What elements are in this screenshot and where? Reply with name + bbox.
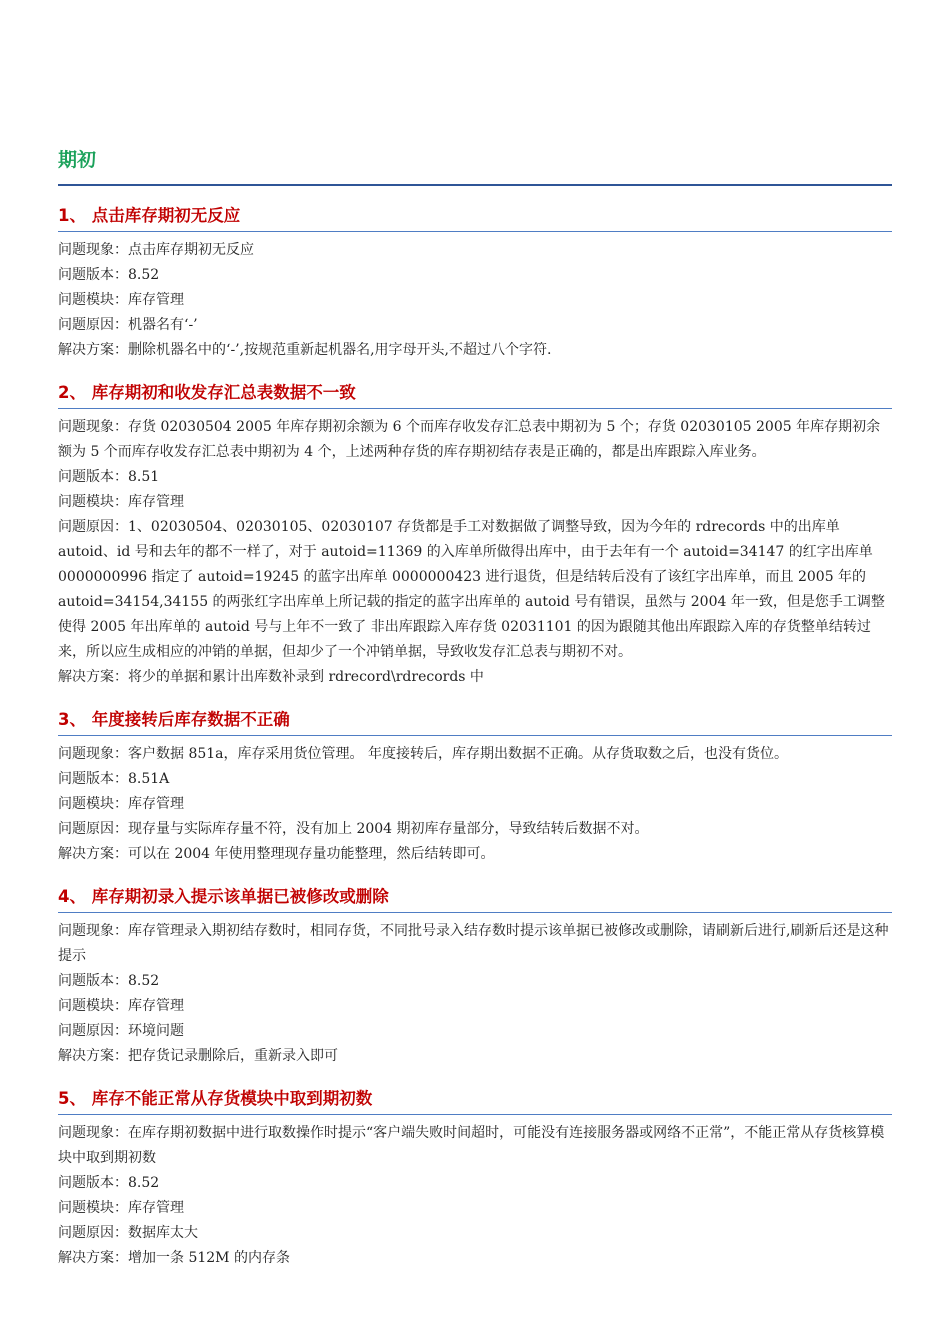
info-line xyxy=(58,415,892,465)
info-value: 可以在 2004 年使用整理现存量功能整理，然后结转即可。 xyxy=(128,846,495,862)
info-line xyxy=(58,465,892,490)
info-label: 问题原因： xyxy=(58,1225,128,1241)
info-value: 删除机器名中的‘-’,按规范重新起机器名,用字母开头,不超过八个字符. xyxy=(128,342,552,358)
info-value: 在库存期初数据中进行取数操作时提示“客户端失败时间超时，可能没有连接服务器或网络不正常”，不能正常从存货核算模块中取到期初数 xyxy=(58,1125,885,1166)
info-label: 问题现象： xyxy=(58,242,128,258)
info-label: 解决方案： xyxy=(58,669,128,685)
info-value: 库存管理 xyxy=(128,494,184,510)
info-line xyxy=(58,288,892,313)
info-value: 8.51 xyxy=(128,469,160,485)
info-label: 问题原因： xyxy=(58,317,128,333)
info-label: 问题版本： xyxy=(58,267,128,283)
info-value: 机器名有‘-’ xyxy=(128,317,198,333)
info-value: 点击库存期初无反应 xyxy=(128,242,254,258)
info-value: 存货 02030504 2005 年库存期初余额为 6 个而库存收发存汇总表中期初为 5 个；存货 02030105 2005 年库存期初余额为 5 个而库存收发存汇总表中期初为 4 个，上述两种存货的库存期初结存表是正确的，都是出库跟踪入库业务。 xyxy=(58,419,881,460)
info-line xyxy=(58,792,892,817)
info-line xyxy=(58,313,892,338)
info-value: 8.51A xyxy=(128,771,170,787)
info-value: 增加一条 512M 的内存条 xyxy=(128,1250,290,1266)
info-line xyxy=(58,665,892,690)
section-divider xyxy=(58,912,892,913)
info-value: 环境问题 xyxy=(128,1023,184,1039)
info-label: 问题版本： xyxy=(58,771,128,787)
info-label: 问题模块： xyxy=(58,1200,128,1216)
section-title: 5、 库存不能正常从存货模块中取到期初数 xyxy=(58,1089,373,1108)
info-line xyxy=(58,1019,892,1044)
info-line xyxy=(58,490,892,515)
info-line xyxy=(58,919,892,969)
section-divider xyxy=(58,1114,892,1115)
info-label: 解决方案： xyxy=(58,1250,128,1266)
document-body xyxy=(58,146,892,1271)
info-line xyxy=(58,1221,892,1246)
info-label: 问题模块： xyxy=(58,796,128,812)
info-value: 8.52 xyxy=(128,267,160,283)
info-value: 数据库太大 xyxy=(128,1225,198,1241)
info-value: 8.52 xyxy=(128,973,160,989)
info-line xyxy=(58,338,892,363)
info-label: 解决方案： xyxy=(58,1048,128,1064)
info-label: 问题模块： xyxy=(58,998,128,1014)
info-value: 把存货记录删除后，重新录入即可 xyxy=(128,1048,338,1064)
section-title: 1、 点击库存期初无反应 xyxy=(58,206,241,225)
info-value: 客户数据 851a，库存采用货位管理。 年度接转后，库存期出数据不正确。从存货取数之后，也没有货位。 xyxy=(128,746,788,762)
info-value: 1、02030504、02030105、02030107 存货都是手工对数据做了调整导致，因为今年的 rdrecords 中的出库单 autoid、id 号和去年的都不一样了，对于 autoid=11369 的入库单所做得出库中，由于去年有一个 autoid=34147 的红字出库单 0000000996 指定了 autoid=19245 的蓝字出库单 0000000423 进行退货，但是结转后没有了该红字出库单，而且 2005 年的 autoid=34154,34155 的两张红字出库单上所记载的指定的蓝字出库单的 autoid 号有错误，虽然与 2004 年一致，但是您手工调整使得 2005 年出库单的 autoid 号与上年不一致了 非出库跟踪入库存货 02031101 的因为跟随其他出库跟踪入库的存货整单结转过来，所以应生成相应的冲销的单据，但却少了一个冲销单据，导致收发存汇总表与期初不对。 xyxy=(58,519,885,660)
section-divider xyxy=(58,735,892,736)
info-label: 问题版本： xyxy=(58,1175,128,1191)
info-line xyxy=(58,1171,892,1196)
faq-section xyxy=(58,707,892,867)
info-value: 库存管理 xyxy=(128,1200,184,1216)
info-line xyxy=(58,238,892,263)
info-value: 8.52 xyxy=(128,1175,160,1191)
info-label: 问题现象： xyxy=(58,923,128,939)
sections-container xyxy=(58,203,892,1271)
info-line xyxy=(58,817,892,842)
info-line xyxy=(58,1044,892,1069)
faq-section xyxy=(58,1086,892,1271)
section-title: 3、 年度接转后库存数据不正确 xyxy=(58,710,290,729)
info-line xyxy=(58,1196,892,1221)
info-line xyxy=(58,842,892,867)
faq-section xyxy=(58,380,892,690)
faq-section xyxy=(58,884,892,1069)
info-value: 库存管理录入期初结存数时，相同存货，不同批号录入结存数时提示该单据已被修改或删除，请刷新后进行,刷新后还是这种提示 xyxy=(58,923,889,964)
info-label: 解决方案： xyxy=(58,342,128,358)
info-label: 问题原因： xyxy=(58,821,128,837)
info-label: 问题版本： xyxy=(58,469,128,485)
info-label: 问题模块： xyxy=(58,292,128,308)
info-line xyxy=(58,1121,892,1171)
info-line xyxy=(58,1246,892,1271)
section-divider xyxy=(58,408,892,409)
info-value: 库存管理 xyxy=(128,292,184,308)
chapter-title: 期初 xyxy=(58,149,97,171)
info-value: 将少的单据和累计出库数补录到 rdrecord\rdrecords 中 xyxy=(128,669,484,685)
info-line xyxy=(58,969,892,994)
chapter-divider xyxy=(58,184,892,186)
info-line xyxy=(58,263,892,288)
faq-section xyxy=(58,203,892,363)
info-label: 解决方案： xyxy=(58,846,128,862)
info-line xyxy=(58,515,892,665)
info-value: 库存管理 xyxy=(128,998,184,1014)
section-title: 4、 库存期初录入提示该单据已被修改或删除 xyxy=(58,887,389,906)
info-label: 问题现象： xyxy=(58,746,128,762)
info-label: 问题现象： xyxy=(58,419,128,435)
info-label: 问题现象： xyxy=(58,1125,128,1141)
info-line xyxy=(58,742,892,767)
info-label: 问题模块： xyxy=(58,494,128,510)
info-label: 问题版本： xyxy=(58,973,128,989)
info-line xyxy=(58,767,892,792)
info-value: 库存管理 xyxy=(128,796,184,812)
section-title: 2、 库存期初和收发存汇总表数据不一致 xyxy=(58,383,356,402)
info-label: 问题原因： xyxy=(58,1023,128,1039)
info-line xyxy=(58,994,892,1019)
section-divider xyxy=(58,231,892,232)
info-label: 问题原因： xyxy=(58,519,128,535)
info-value: 现存量与实际库存量不符，没有加上 2004 期初库存量部分，导致结转后数据不对。 xyxy=(128,821,649,837)
